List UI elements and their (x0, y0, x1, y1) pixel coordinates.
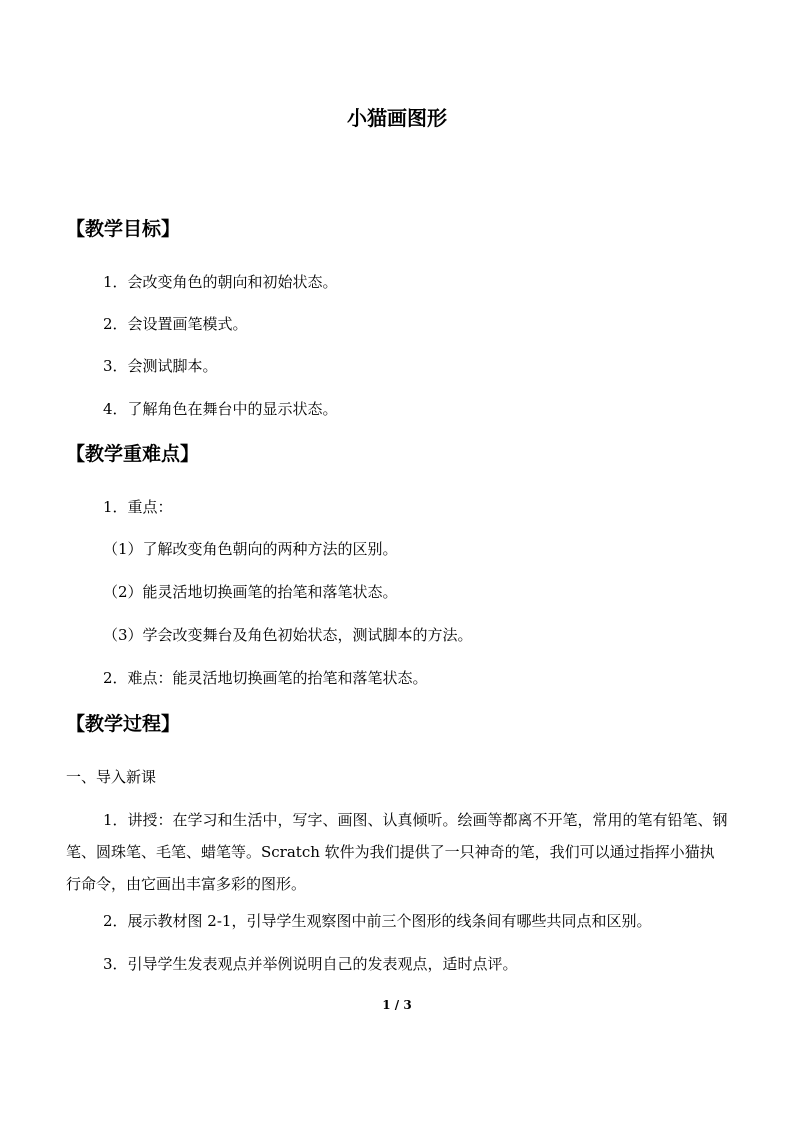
process-paragraph: 3．引导学生发表观点并举例说明自己的发表观点，适时点评。 (103, 955, 518, 973)
section-heading-goals: 【教学目标】 (66, 218, 181, 240)
process-paragraph: 1．讲授：在学习和生活中，写字、画图、认真倾听。绘画等都离不开笔，常用的笔有铅笔、钢笔、圆珠笔、毛笔、蜡笔等。Scratch 软件为我们提供了一只神奇的笔，我们可以通过指挥小猫执行命令，由它画出丰富多彩的图形。 (66, 811, 728, 893)
section-heading-process: 【教学过程】 (66, 713, 181, 735)
document-title: 小猫画图形 (347, 106, 447, 130)
key-point-item: （2）能灵活地切换画笔的抬笔和落笔状态。 (103, 583, 398, 601)
section-heading-key-points: 【教学重难点】 (66, 443, 200, 465)
page-number: 1 / 3 (382, 998, 412, 1012)
key-point-item: （3）学会改变舞台及角色初始状态，测试脚本的方法。 (103, 626, 473, 644)
goal-item: 4．了解角色在舞台中的显示状态。 (103, 400, 338, 418)
process-paragraph: 2．展示教材图 2-1，引导学生观察图中前三个图形的线条间有哪些共同点和区别。 (103, 912, 652, 930)
key-point-item: 2．难点：能灵活地切换画笔的抬笔和落笔状态。 (103, 669, 428, 687)
goal-item: 2．会设置画笔模式。 (103, 315, 248, 333)
key-point-item: 1．重点： (103, 498, 173, 516)
key-point-item: （1）了解改变角色朝向的两种方法的区别。 (103, 540, 398, 558)
goal-item: 3．会测试脚本。 (103, 357, 218, 375)
goal-item: 1．会改变角色的朝向和初始状态。 (103, 273, 338, 291)
process-subheading: 一、导入新课 (66, 768, 157, 786)
